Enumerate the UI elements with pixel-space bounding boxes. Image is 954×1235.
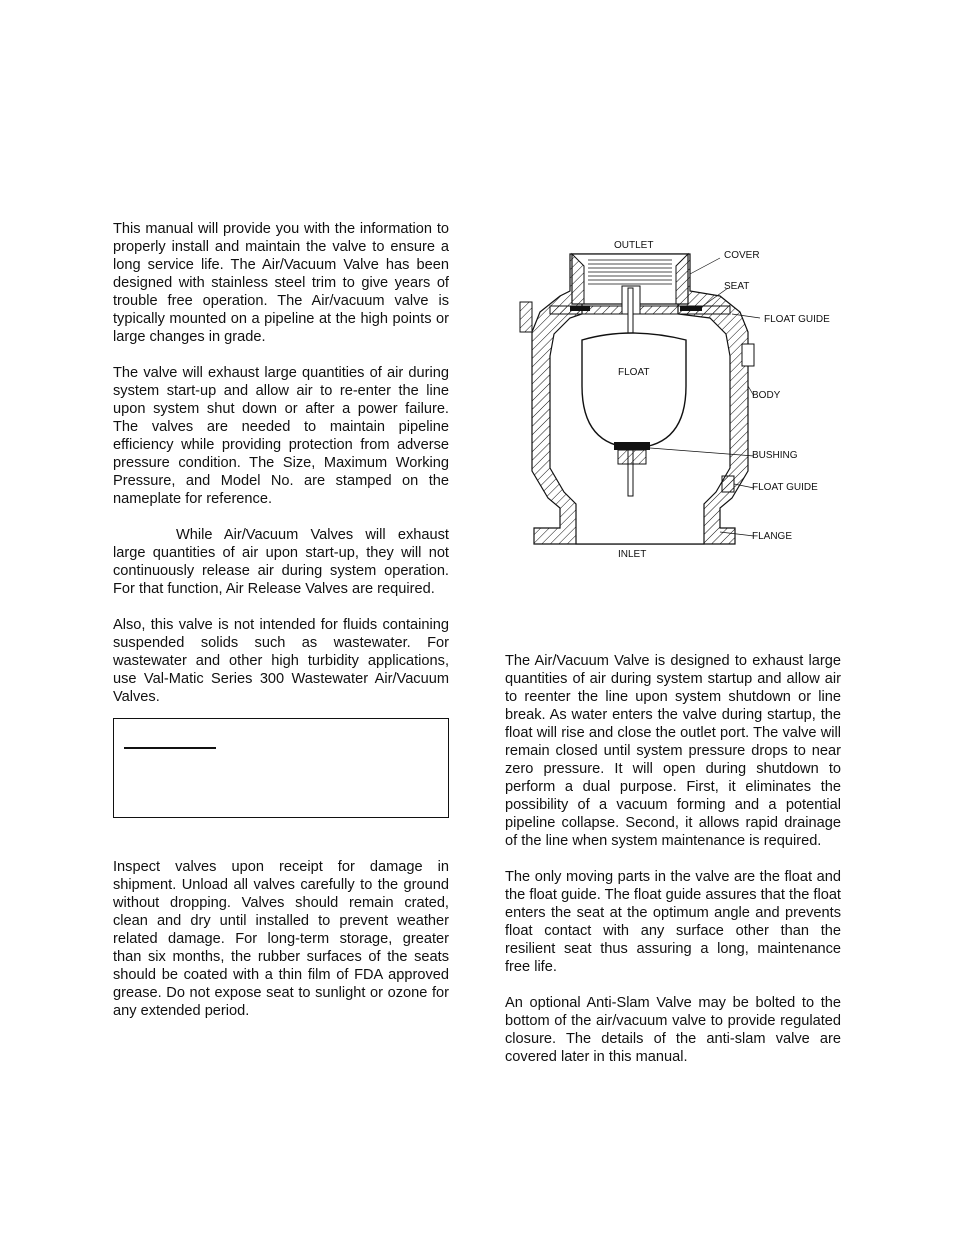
bushing-label: BUSHING (752, 450, 798, 461)
inlet-label: INLET (618, 549, 647, 560)
anti-slam-paragraph: An optional Anti-Slam Valve may be bolted to the bottom of the air/vacuum valve to provide regulated closure. The details of the anti-slam valve are covered later in this manual. (505, 995, 841, 1065)
notice-heading-rule (124, 747, 216, 749)
notice-box (113, 718, 449, 818)
function-paragraph: The valve will exhaust large quantities of air during system start-up and allow air to re-enter the line upon system shut down or after a power failure. The valves are needed to maintain pipeline efficiency while providing protection from adverse pressure condition. The Size, Maximum Working Pressure, and Model No. are stamped on the nameplate for reference. (113, 365, 449, 507)
valve-cross-section-diagram (510, 236, 850, 566)
float-label: FLOAT (618, 367, 650, 378)
valve-body (520, 254, 754, 544)
outlet-label: OUTLET (614, 240, 654, 251)
operation-paragraph: The Air/Vacuum Valve is designed to exhaust large quantities of air during system startup and allow air to reenter the line upon system shutdown or line break. As water enters the valve during startup, the float will rise and close the outlet port. The valve will remain closed until system pressure drops to near zero pressure. It will open during shutdown to perform a dual purpose. First, it eliminates the possibility of a vacuum forming and a potential pipeline collapse. Second, it allows rapid drainage of the line when system maintenance is required. (505, 653, 841, 849)
cover-label: COVER (724, 250, 760, 261)
right-column (505, 652, 841, 1066)
intro-paragraph: This manual will provide you with the information to properly install and maintain the valve to ensure a long service life. The Air/Vacuum Valve has been designed with stainless steel trim to give years of trouble free operation. The Air/vacuum valve is typically mounted on a pipeline at the high points or large changes in grade. (113, 221, 449, 345)
body-label: BODY (752, 390, 781, 401)
flange-label: FLANGE (752, 531, 793, 542)
seat-label: SEAT (724, 281, 750, 292)
air-release-paragraph: While Air/Vacuum Valves will exhaust large quantities of air upon start-up, they will not continuously release air during system operation. For that function, Air Release Valves are required. (113, 527, 449, 597)
wastewater-paragraph: Also, this valve is not intended for fluids containing suspended solids such as wastewater. For wastewater and other high turbidity applications, use Val-Matic Series 300 Wastewater Air/Vacuum Valves. (113, 617, 449, 705)
float-guide-bottom-label: FLOAT GUIDE (752, 482, 818, 493)
float-guide-top-label: FLOAT GUIDE (764, 314, 830, 325)
left-column (113, 220, 449, 1020)
moving-parts-paragraph: The only moving parts in the valve are the float and the float guide. The float guide assures that the float enters the seat at the optimum angle and prevents float contact with any surface other than the resilient seat thus assuring a long, maintenance free life. (505, 869, 841, 975)
inspection-paragraph: Inspect valves upon receipt for damage in shipment. Unload all valves carefully to the ground without dropping. Valves should remain crated, clean and dry until installed to prevent weather related damage. For long-term storage, greater than six months, the rubber surfaces of the seats should be coated with a thin film of FDA approved grease. Do not expose seat to sunlight or ozone for any extended period. (113, 859, 449, 1019)
